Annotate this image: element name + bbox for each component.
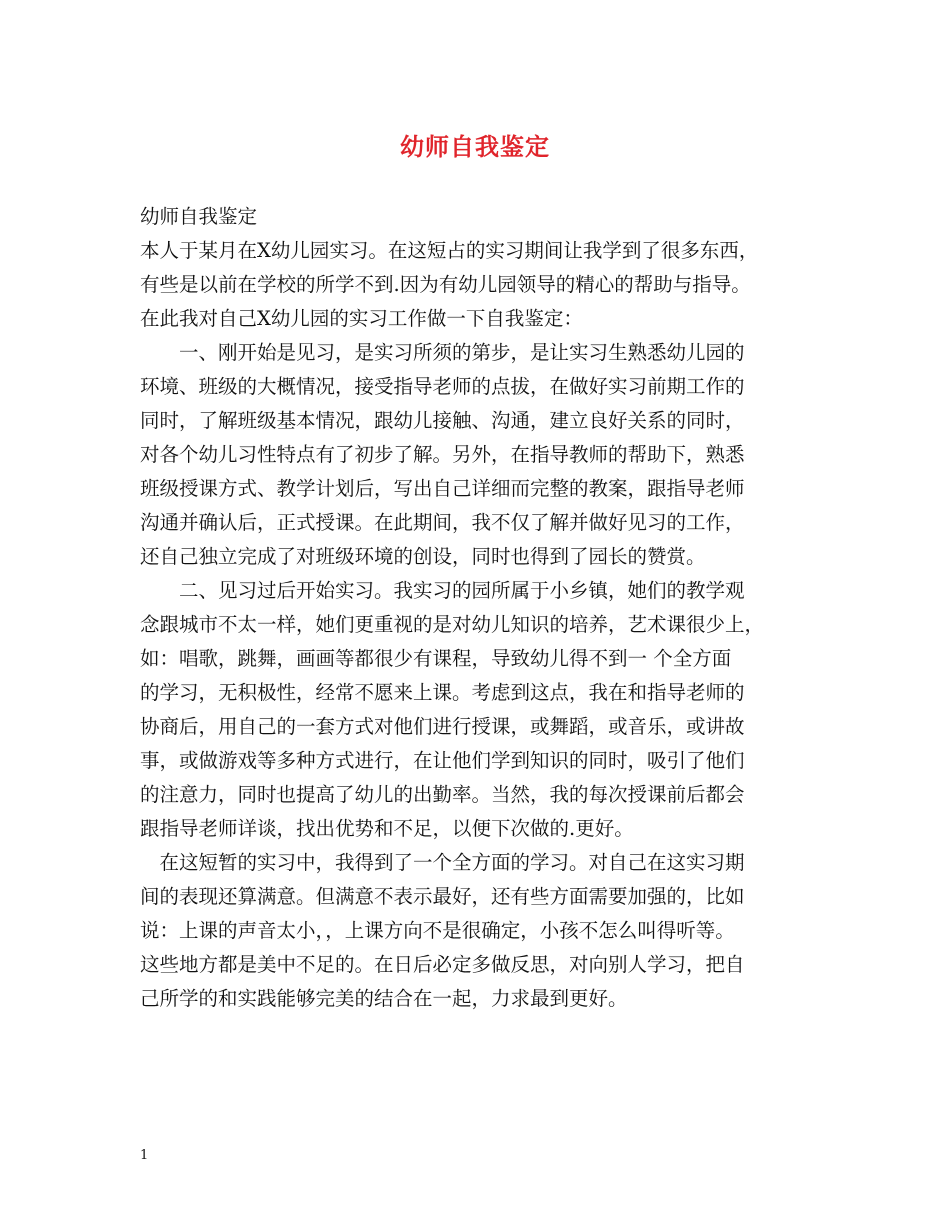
text-line: 事，或做游戏等多种方式进行，在让他们学到知识的同时，吸引了他们 xyxy=(140,749,745,772)
text-line: 沟通并确认后，正式授课。在此期间，我不仅了解并做好见习的工作， xyxy=(140,511,745,534)
text-line: 跟指导老师详谈，找出优势和不足，以便下次做的.更好。 xyxy=(140,817,634,840)
paragraph xyxy=(140,846,830,1016)
paragraph xyxy=(140,200,830,336)
text-line: 在此我对自己X幼儿园的实习工作做一下自我鉴定： xyxy=(140,307,583,330)
page-number: 1 xyxy=(140,1148,149,1163)
text-line: 的注意力，同时也提高了幼儿的出勤率。当然，我的每次授课前后都会 xyxy=(140,783,745,806)
text-line: 协商后，用自己的一套方式对他们进行授课，或舞蹈，或音乐，或讲故 xyxy=(140,715,745,738)
text-line: 这些地方都是美中不足的。在日后必定多做反思，对向别人学习，把自 xyxy=(140,953,745,976)
text-line: 说：上课的声音太小，，上课方向不是很确定，小孩不怎么叫得听等。 xyxy=(140,919,735,942)
text-line: 念跟城市不太一样，她们更重视的是对幼儿知识的培养，艺术课很少上， xyxy=(140,613,765,636)
text-line: 还自己独立完成了对班级环境的创设，同时也得到了园长的赞赏。 xyxy=(140,545,706,568)
text-line: 的学习，无积极性，经常不愿来上课。考虑到这点，我在和指导老师的 xyxy=(140,681,745,704)
text-line: 在这短暂的实习中，我得到了一个全方面的学习。对自己在这实习期 xyxy=(140,851,745,874)
text-line: 本人于某月在X幼儿园实习。在这短占的实习期间让我学到了很多东西， xyxy=(140,239,759,262)
document-body xyxy=(140,200,830,1016)
text-line: 有些是以前在学校的所学不到.因为有幼儿园领导的精心的帮助与指导。 xyxy=(140,273,751,296)
text-line: 环境、班级的大概情况，接受指导老师的点拔，在做好实习前期工作的 xyxy=(140,375,745,398)
text-line: 对各个幼儿习性特点有了初步了解。另外，在指导教师的帮助下，熟悉 xyxy=(140,443,745,466)
text-line: 同时，了解班级基本情况，跟幼儿接触、沟通，建立良好关系的同时， xyxy=(140,409,745,432)
document-title: 幼师自我鉴定 xyxy=(400,132,550,161)
text-line: 一、刚开始是见习，是实习所须的第步，是让实习生熟悉幼儿园的 xyxy=(140,341,745,364)
paragraph xyxy=(140,574,830,846)
paragraph xyxy=(140,336,830,574)
text-line: 幼师自我鉴定 xyxy=(140,205,258,228)
text-line: 二、见习过后开始实习。我实习的园所属于小乡镇，她们的教学观 xyxy=(140,579,745,602)
text-line: 班级授课方式、教学计划后，写出自己详细而完整的教案，跟指导老师 xyxy=(140,477,745,500)
text-line: 间的表现还算满意。但满意不表示最好，还有些方面需要加强的，比如 xyxy=(140,885,745,908)
text-line: 己所学的和实践能够完美的结合在一起，力求最到更好。 xyxy=(140,987,628,1010)
text-line: 如：唱歌，跳舞，画画等都很少有课程，导致幼儿得不到一 个全方面 xyxy=(140,647,732,670)
